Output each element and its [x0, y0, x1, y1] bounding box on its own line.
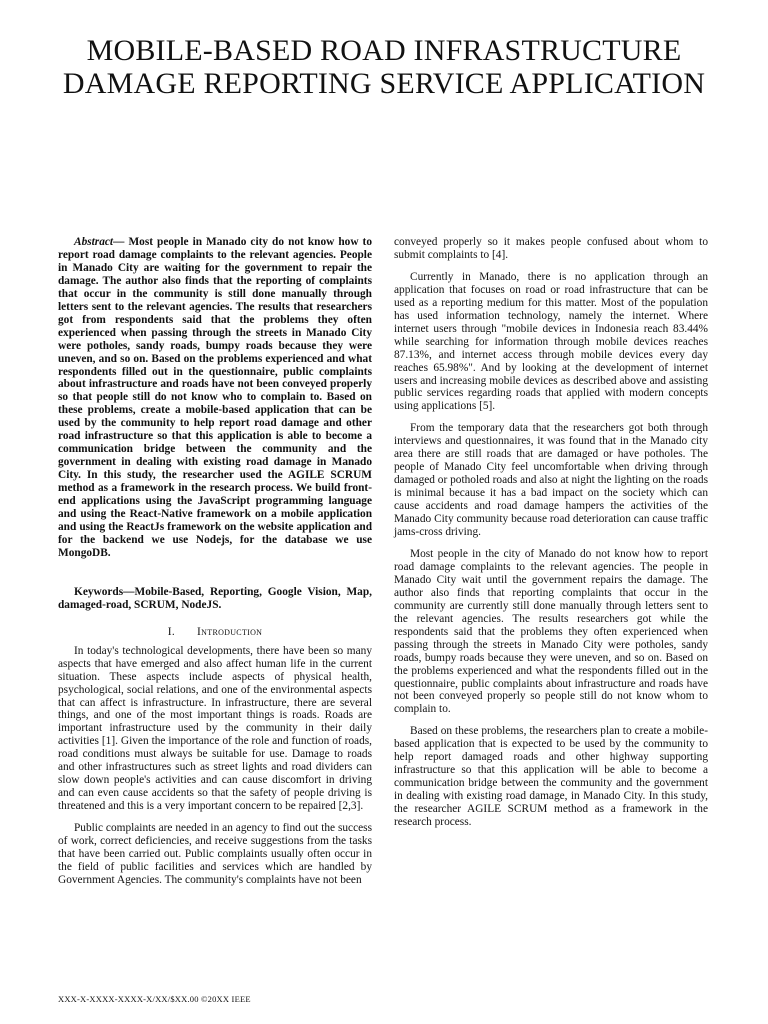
- body-paragraph: In today's technological developments, there have been so many aspects that have emerged and also affect human life in the current situation. These aspects include aspects of physical health, psychological, social relations, and one of the environmental aspects that can affect is infrastructure. In infrastructure, there are several things, and one of the most important things is roads. Roads are important infrastructure used by the community in their daily activities [1]. Given the importance of the role and function of roads, road conditions must always be suitable for use. Damage to roads and other infrastructures such as street lights and road dividers can slow down people's activities and can cause discomfort in driving and can even cause accidents so that the safety of people driving is threatened and this is a very important concern to be repaired [2,3].: [58, 644, 372, 813]
- section-name: Introduction: [197, 625, 263, 638]
- right-column: [394, 236, 708, 838]
- section-heading: [58, 626, 372, 639]
- body-paragraph: Most people in the city of Manado do not know how to report road damage complaints to the relevant agencies. The people in Manado City wait until the government repairs the damage. The author also finds that reporting complaints that occur in the community are currently still done manually through letters sent to the relevant agencies. The results researchers got while the respondents said that the problems they often experienced when passing through the streets in Manado City were potholes, sandy roads, bumpy roads because they were uneven, and so on. Based on the problems experienced and what the respondents filled out in the questionnaire, public complaints about infrastructure and roads have not been conveyed properly so people still do not know whom to complain to.: [394, 547, 708, 716]
- body-paragraph: Currently in Manado, there is no application through an application that focuses on road or road infrastructure that can be used as a reporting medium for this matter. Most of the population has used information technology, namely the internet. Where internet users through "mobile devices in Indonesia reach 83.44% while searching for information through mobile devices reaches 87.13%, and internet access through mobile devices every day reaches 65.98%". And by looking at the development of internet users and increasing mobile devices as described above and assisting public services regarding roads that applied with modern concepts using applications [5].: [394, 270, 708, 413]
- body-paragraph: Public complaints are needed in an agency to find out the success of work, correct deficiencies, and receive suggestions from the tasks that have been carried out. Public complaints usually often occur in the field of public facilities and services which are handled by Government Agencies. The community's complaints have not been: [58, 822, 372, 886]
- paper-title: MOBILE-BASED ROAD INFRASTRUCTURE DAMAGE REPORTING SERVICE APPLICATION: [62, 34, 706, 100]
- body-paragraph: Based on these problems, the researchers plan to create a mobile-based application that is expected to be used by the community to help report damaged roads and other highway supporting infrastructure so that this application will be able to become a communication bridge between the community and the government in dealing with existing road damage, in Manado City. In this study, the researcher AGILE SCRUM method as a framework in the research process.: [394, 725, 708, 829]
- body-paragraph: From the temporary data that the researchers got both through interviews and questionnaires, it was found that in the Manado city area there are still roads that are damaged or have potholes. The people of Manado City feel uncomfortable when driving through damaged or potholed roads and also at night the lighting on the roads is minimal because it has a bad impact on the society which can cause accidents and road damage hampers the activities of the Manado City community because road deterioration can cause traffic jams-cross driving.: [394, 422, 708, 539]
- keywords-text: Mobile-Based, Reporting, Google Vision, Map, damaged-road, SCRUM, NodeJS.: [58, 585, 372, 611]
- copyright-footer: XXX-X-XXXX-XXXX-X/XX/$XX.00 ©20XX IEEE: [58, 994, 251, 1004]
- keywords-lead: Keywords—: [74, 585, 135, 598]
- abstract-lead: Abstract—: [74, 236, 125, 248]
- body-paragraph-continued: conveyed properly so it makes people confused about whom to submit complaints to [4].: [394, 236, 708, 261]
- left-column: [58, 236, 372, 896]
- keywords: [58, 586, 372, 612]
- section-number: I.: [167, 625, 176, 638]
- abstract-text: Most people in Manado city do not know how to report road damage complaints to the relevant agencies. People in Manado City are waiting for the government to repair the damage. The author also finds that the reporting of complaints that occur in the community is still done manually through letters sent to the relevant agencies. The results that researchers got from respondents said that the problems they often experienced when passing through the streets in Manado City were potholes, sandy roads, bumpy roads because they were uneven, and so on. Based on the problems experienced and what respondents filled out in the questionnaire, public complaints about infrastructure and roads have not been conveyed properly so that people still do not know who to complain to. Based on these problems, create a mobile-based application that can be used by the community to help report road damage and other road infrastructure so that this application is able to become a communication bridge between the community and the government in dealing with existing road damage in Manado City. In this study, the researcher used the AGILE SCRUM method as a framework in the research process. We build front-end applications using the JavaScript programming language and using the React-Native framework on a mobile application and using the ReactJs framework on the website application and for the backend we use Nodejs, for the database we use MongoDB.: [58, 236, 372, 559]
- abstract: [58, 236, 372, 560]
